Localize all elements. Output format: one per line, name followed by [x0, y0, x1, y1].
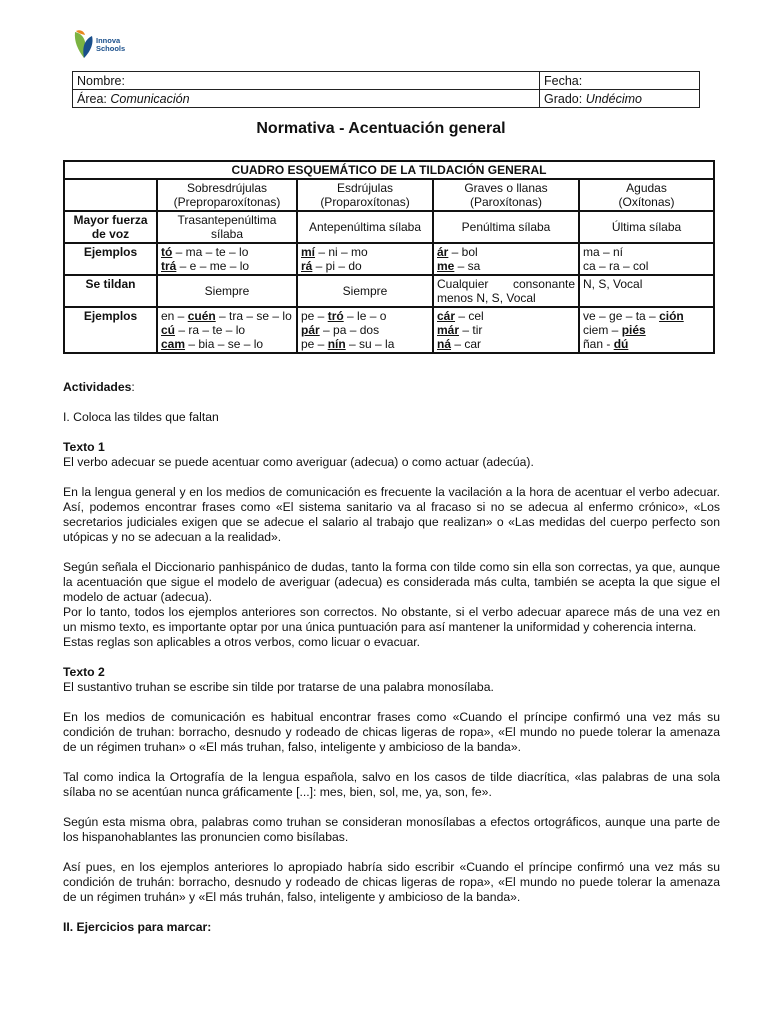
- row-mayor-fuerza: [64, 211, 714, 243]
- paragraph: En los medios de comunicación es habitual encontrar frases como «Cuando el príncipe confirmó una vez más su condición de truhan: borracho, desnudo y rodeado de chicas ligeras de ropa», «El mundo no puede tolerar la amenaza de un régimen truhan» o «El más truhan, falso, inteligente y ambicioso de la banda».: [63, 710, 720, 754]
- syllables: – cel: [455, 309, 484, 323]
- syllables: – ma – te – lo: [172, 245, 249, 259]
- stressed-syllable: mí: [301, 245, 316, 259]
- syllables: ma – ní: [583, 245, 624, 259]
- row-ejemplos-2: [64, 307, 714, 353]
- syllables: ca – ra – col: [583, 259, 649, 273]
- syllables: – su – la: [345, 337, 395, 351]
- actividades-colon: :: [131, 380, 135, 394]
- table-cell: N, S, Vocal: [579, 275, 714, 307]
- table-cell: Antepenúltima sílaba: [297, 211, 433, 243]
- col-label: Sobresdrújulas: [186, 181, 268, 195]
- syllables: – ra – te – lo: [175, 323, 246, 337]
- row-label: Ejemplos: [64, 307, 157, 353]
- texto1-heading: [63, 440, 720, 455]
- table-cell: [297, 243, 433, 275]
- paragraph: Según señala el Diccionario panhispánico de dudas, tanto la forma con tilde como sin ella son correctas, ya que, aunque la acentuación que sigue el modelo de averiguar (adecua) es considerada más culta, también se acepta la que sigue el modelo de actuar (adecua).: [63, 560, 720, 604]
- area-value: Comunicación: [110, 91, 190, 106]
- page-title: Normativa - Acentuación general: [256, 120, 506, 137]
- corner-cell: [64, 179, 157, 211]
- syllables: – pi – do: [312, 259, 362, 273]
- actividades-label: Actividades: [63, 380, 132, 394]
- syllables: – sa: [454, 259, 481, 273]
- syllables: ñan -: [583, 337, 614, 351]
- tildacion-table: [63, 160, 715, 354]
- stressed-syllable: dú: [613, 337, 629, 351]
- table-header-row: [64, 179, 714, 211]
- col-sobresdrujulas: [157, 179, 297, 211]
- area-label: Área:: [77, 91, 111, 106]
- row-label: Ejemplos: [64, 243, 157, 275]
- paragraph: Por lo tanto, todos los ejemplos anteriores son correctos. No obstante, si el verbo adecuar aparece más de una vez en un mismo texto, es importante optar por una única puntuación para así mantener la uniformidad y coherencia interna.: [63, 605, 720, 634]
- nombre-field[interactable]: Nombre:: [73, 72, 540, 90]
- col-sublabel: (Oxítonas): [618, 195, 675, 209]
- logo-line1: Innova: [96, 36, 121, 45]
- header-table: [72, 71, 700, 108]
- syllables: – ni – mo: [315, 245, 368, 259]
- syllables: – bia – se – lo: [185, 337, 264, 351]
- syllables: – tra – se – lo: [215, 309, 292, 323]
- paragraph: El verbo adecuar se puede acentuar como averiguar (adecua) o como actuar (adecúa).: [63, 455, 534, 469]
- stressed-syllable: pár: [301, 323, 320, 337]
- col-label: Graves o llanas: [464, 181, 548, 195]
- col-agudas: [579, 179, 714, 211]
- table-cell: [157, 307, 297, 353]
- syllables: ciem –: [583, 323, 622, 337]
- stressed-syllable: cú: [161, 323, 176, 337]
- stressed-syllable: tó: [161, 245, 173, 259]
- table-cell: Siempre: [297, 275, 433, 307]
- syllables: pe –: [301, 337, 328, 351]
- stressed-syllable: cár: [437, 309, 456, 323]
- stressed-syllable: piés: [621, 323, 646, 337]
- table-cell: [579, 307, 714, 353]
- texto1-title: Texto 1: [63, 440, 105, 454]
- syllables: – tir: [459, 323, 483, 337]
- paragraph: Estas reglas son aplicables a otros verbos, como licuar o evacuar.: [63, 635, 421, 649]
- syllables: pe –: [301, 309, 328, 323]
- col-sublabel: (Paroxítonas): [469, 195, 543, 209]
- stressed-syllable: ná: [437, 337, 452, 351]
- syllables: – bol: [448, 245, 478, 259]
- table-cell: [433, 243, 579, 275]
- table-cell: Siempre: [157, 275, 297, 307]
- instruction-2-label: II. Ejercicios para marcar:: [63, 920, 212, 934]
- col-esdrujulas: [297, 179, 433, 211]
- syllables: – pa – dos: [319, 323, 380, 337]
- row-se-tildan: [64, 275, 714, 307]
- innova-schools-logo: [72, 28, 142, 62]
- table-cell: [433, 307, 579, 353]
- table-cell: Penúltima sílaba: [433, 211, 579, 243]
- logo-text: [96, 37, 125, 53]
- grado-field: [540, 90, 700, 108]
- syllables: en –: [161, 309, 188, 323]
- fecha-field[interactable]: Fecha:: [540, 72, 700, 90]
- paragraph: Según esta misma obra, palabras como truhan se consideran monosílabas a efectos ortográficos, aunque una parte de los hispanohablantes las pronuncien como bisílabas.: [63, 815, 720, 844]
- stressed-syllable: me: [437, 259, 455, 273]
- stressed-syllable: nín: [327, 337, 346, 351]
- texto2-heading: [63, 665, 720, 680]
- leaf-logo-icon: [72, 28, 96, 60]
- table-heading: CUADRO ESQUEMÁTICO DE LA TILDACIÓN GENERAL: [64, 161, 714, 179]
- table-cell: [157, 243, 297, 275]
- table-cell: Trasantepenúltima sílaba: [157, 211, 297, 243]
- instruction-2: [63, 920, 720, 935]
- syllables: – e – me – lo: [176, 259, 250, 273]
- table-cell: Cualquier consonante menos N, S, Vocal: [433, 275, 579, 307]
- syllables: ve – ge – ta –: [583, 309, 660, 323]
- paragraph: El sustantivo truhan se escribe sin tilde por tratarse de una palabra monosílaba.: [63, 680, 494, 694]
- syllables: – le – o: [343, 309, 387, 323]
- row-label: Mayor fuerza de voz: [64, 211, 157, 243]
- row-ejemplos-1: [64, 243, 714, 275]
- col-graves: [433, 179, 579, 211]
- grado-label: Grado:: [544, 91, 586, 106]
- stressed-syllable: rá: [301, 259, 313, 273]
- stressed-syllable: már: [437, 323, 460, 337]
- instruction-1: I. Coloca las tildes que faltan: [63, 410, 219, 424]
- area-field: [73, 90, 540, 108]
- paragraph: En la lengua general y en los medios de comunicación es frecuente la vacilación a la hora de acentuar el verbo adecuar. Así, podemos encontrar frases como «El sistema sanitario va al fracaso si no se adecua al enfermo crónico», «Los secretarios judiciales exigen que se adecue el salario al trabajo que realizan» o «Las medidas del cuerpo perfecto son utópicas y no se adecuan a la realidad».: [63, 485, 720, 544]
- stressed-syllable: ár: [437, 245, 449, 259]
- stressed-syllable: cam: [161, 337, 186, 351]
- syllables: – car: [451, 337, 482, 351]
- row-label: Se tildan: [64, 275, 157, 307]
- document-body: [63, 380, 720, 950]
- grado-value: Undécimo: [585, 91, 642, 106]
- stressed-syllable: trá: [161, 259, 177, 273]
- stressed-syllable: ción: [659, 309, 684, 323]
- col-label: Esdrújulas: [336, 181, 394, 195]
- actividades-heading: [63, 380, 720, 395]
- stressed-syllable: cuén: [187, 309, 216, 323]
- table-cell: [297, 307, 433, 353]
- stressed-syllable: tró: [327, 309, 344, 323]
- col-sublabel: (Proparoxítonas): [320, 195, 410, 209]
- logo-line2: Schools: [96, 44, 126, 53]
- table-cell: [579, 243, 714, 275]
- texto2-title: Texto 2: [63, 665, 105, 679]
- col-label: Agudas: [626, 181, 667, 195]
- paragraph: Así pues, en los ejemplos anteriores lo apropiado habría sido escribir «Cuando el príncipe confirmó una vez más su condición de truhán: borracho, desnudo y rodeado de chicas ligeras de ropa», «El mundo no puede tolerar la amenaza de un régimen truhán» y «El más truhán, falso, inteligente y ambicioso de la banda».: [63, 860, 720, 904]
- table-cell: Última sílaba: [579, 211, 714, 243]
- col-sublabel: (Preproparoxítonas): [173, 195, 281, 209]
- paragraph: Tal como indica la Ortografía de la lengua española, salvo en los casos de tilde diacrítica, «las palabras de una sola sílaba no se acentúan nunca gráficamente [...]: mes, bien, sol, me, ya, son, fe».: [63, 770, 720, 799]
